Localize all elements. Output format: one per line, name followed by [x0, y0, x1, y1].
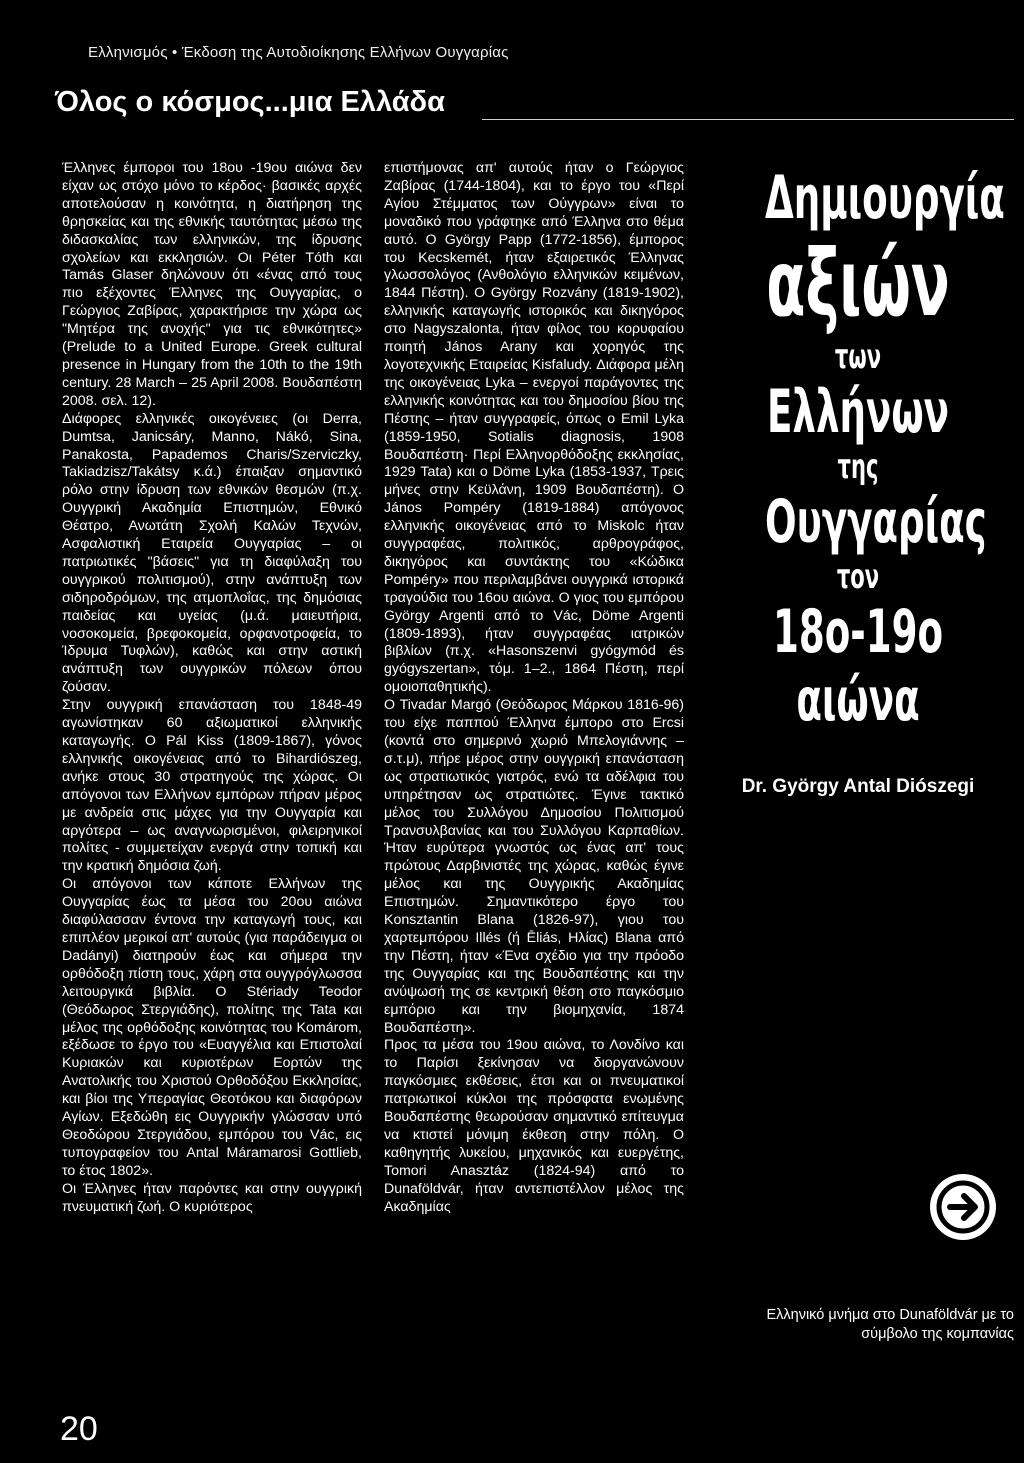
- author-name: Dr. György Antal Diószegi: [741, 776, 975, 797]
- paragraph: Στην ουγγρική επανάσταση του 1848-49 αγωνίστηκαν 60 αξιωματικοί ελληνικής καταγωγής. Ο Pál Kiss (1809-1867), γόνος ελληνικής οικογένειας από το Bihardiószeg, ανήκε στους 30 στρατηγούς της χώρας. Οι απόγονοι των Ελλήνων εμπόρων πήραν μέρος με ανδρεία στις μάχες για την Ουγγαρία και αργότερα – ως αναγνωρισμένοι, φιλειρηνικοί πολίτες - συμμετείχαν ενεργά στην τοπική και την κρατική δημόσια ζωή.: [62, 697, 362, 875]
- feature-title-line: της: [837, 447, 879, 487]
- paragraph: Έλληνες έμποροι του 18ου -19ου αιώνα δεν είχαν ως στόχο μόνο το κέρδος· βασικές αρχές αποτελούσαν η κοινότητα, η διατήρηση της θρησκείας και της εθνικής ταυτότητας μέσω της διδασκαλίας των ελληνικών, της ίδρυσης σχολείων και εκκλησιών. Οι Péter Tóth και Tamás Glaser δηλώνουν ότι «ένας από τους πιο εξέχοντες Έλληνες της Ουγγαρίας, ο Γεώργιος Ζαβίρας, χαρακτήρισε την χώρα ως "Μητέρα της ανοχής" για τις εθνικότητες» (Prelude to a United Europe. Greek cultural presence in Hungary from the 10th to the 19th century. 28 March – 25 April 2008. Βουδαπέστη 2008. σελ. 12).: [62, 160, 362, 409]
- paragraph: Προς τα μέσα του 19ου αιώνα, το Λονδίνο και το Παρίσι ξεκίνησαν να διοργανώνουν παγκόσμιες εκθέσεις, έτσι και οι πνευματικοί πατριωτικοί κύκλοι της πρόσφατα ενωμένης Βουδαπέστης θεωρούσαν σημαντικό επίτευγμα να κτιστεί μόνιμη έκθεση στην πόλη. Ο καθηγητής λυκείου, μηχανικός και ευεργέτης, Tomori Anasztáz (1824-94) από το Dunaföldvár, ήταν αντεπιστέλλον μέλος της Ακαδημίας: [384, 1037, 684, 1215]
- feature-title-line: Ουγγαρίας: [765, 487, 987, 557]
- article-column-1: [62, 160, 362, 1216]
- paragraph: Οι Έλληνες ήταν παρόντες και στην ουγγρική πνευματική ζωή. Ο κυριότερος: [62, 1180, 362, 1215]
- paragraph: επιστήμονας απ' αυτούς ήταν ο Γεώργιος Ζαβίρας (1744-1804), και το έργο του «Περί Αγίου Στέμματος των Ούγγρων» είναι το μοναδικό που γράφτηκε από Έλληνα στο θέμα αυτό. Ο György Papp (1772-1856), έμπορος του Kecskemét, ήταν εξαιρετικός Έλληνας γλωσσολόγος (Ανθολόγιο ελληνικών κειμένων, 1844 Πέστη). Ο György Rozvány (1819-1902), ελληνικής καταγωγής ιστορικός και δικηγόρος στο Nagyszalonta, ήταν φίλος του κορυφαίου ποιητή János Arany και χορηγός της λογοτεχνικής Εταιρείας Kisfaludy. Διάφορα μέλη της οικογένειας Lyka – ενεργοί παράγοντες της ελληνικής κοινότητας και του δημοσίου βίου της Πέστης – ήταν συγγραφείς, όπως ο Emil Lyka (1859-1950, Sotialis diagnosis, 1908 Βουδαπέστη· Περί Ελληνορθόδοξης εκκλησίας, 1929 Tata) και ο Döme Lyka (1853-1937, Τρεις μήνες στην Κεϋλάνη, 1909 Βουδαπέστη). Ο János Pompéry (1819-1884) απόγονος ελληνικής οικογένειας από το Miskolc ήταν συγγραφέας, πολιτικός, αρθρογράφος, δικηγόρος και συντάκτης του «Κώδικα Pompéry» που περιλαμβάνει ουγγρικά ιστορικά τραγούδια του 16ου αιώνα. Ο γιος του εμπόρου György Argenti από το Vác, Döme Argenti (1809-1893), ήταν συγγραφέας ιατρικών βιβλίων (π.χ. «Hasonszenvi gyógymód és gyógyszertan», τόμ. 1–2., 1864 Πέστη, περί ομοιοπαθητικής).: [384, 160, 684, 696]
- paragraph: Οι απόγονοι των κάποτε Ελλήνων της Ουγγαρίας έως τα μέσα του 20ου αιώνα διαφύλασσαν έντονα την καταγωγή τους, και επιπλέον μερικοί απ' αυτούς (για παράδειγμα οι Dadányi) διατηρούν έως και σήμερα την ορθόδοξη πίστη τους, χάρη στα ουγγρόγλωσσα λειτουργικά βιβλία. Ο Stériady Teodor (Θεόδωρος Στεργιάδης), πολίτης της Tata και μέλος της ορθόδοξης κοινότητας του Komárom, εξέδωσε το έργο του «Ευαγγέλια και Επιστολαί Κυριακών και κυριοτέρων Εορτών της Ανατολικής του Χριστού Ορθοδόξου Εκκλησίας, και βίοι της Υπεραγίας Θεοτόκου και διαφόρων Αγίων. Εξεδώθη εις Ουγγρικήν γλώσσαν υπό Θεοδώρου Στεργιάδου, εμπόρου του Vác, εις τυπογραφείον του Antal Máramarosi Gottlieb, το έτος 1802».: [62, 876, 362, 1179]
- feature-title-line: Δημιουργία: [765, 163, 1005, 233]
- feature-title-line: των: [834, 337, 882, 377]
- arrow-right-icon: [930, 1174, 996, 1240]
- paragraph: Διάφορες ελληνικές οικογένειες (οι Derra, Dumtsa, Janicsáry, Manno, Nákó, Sina, Panakosta, Papademos Charis/Szerviczky, Takiadzisz/Takátsy κ.ά.) έπαιξαν σημαντικό ρόλο στην ίδρυση των εθνικών θεσμών (π.χ. Ουγγρική Ακαδημία Επιστημών, Εθνικό Θέατρο, Ανωτάτη Σχολή Καλών Τεχνών, Ασφαλιστική Εταιρεία Ουγγαρίας – οι πατριωτικές "βάσεις" για τη διαφύλαξη του ουγγρικού πολιτισμού), στην ανάπτυξη των σιδηροδρόμων, της ατμοπλοΐας, της δημόσιας παιδείας και υγείας (μ.ά. μαιευτήρια, νοσοκομεία, βρεφοκομεία, ορφανοτροφεία, το Ίδρυμα Τυφλών), καθώς και στην αστική ανάπτυξη των ουγγρικών πόλεων όπου ζούσαν.: [62, 410, 362, 696]
- feature-title-line: τον: [836, 557, 880, 597]
- feature-title-line: 18ο-19ο: [772, 597, 944, 667]
- paragraph: Ο Tivadar Margó (Θεόδωρος Μάρκου 1816-96) του είχε παππού Έλληνα έμπορο στο Ercsi (κοντά στο σημερινό χωριό Μπελογιάννης – σ.τ.μ), πήρε μέρος στην ουγγρική επανάσταση ως στρατιωτικός γιατρός, ενώ τα αδέλφια του υπηρέτησαν ως στρατιώτες. Έγινε τακτικό μέλος του Συλλόγου Δημοσίου Πολιτισμού Τρανσυλβανίας και του Συλλόγου Καρπαθίων. Ήταν ευρύτερα γνωστός ως ένας απ' τους πρώτους Δαρβινιστές της χώρας, καθώς έγινε μέλος και της Ουγγρικής Ακαδημίας Επιστημών. Σημαντικότερο έργο του Konsztantin Blana (1826-97), γιου του χαρτεμπόρου Illés (ή Ēliás, Ηλίας) Blana από την Πέστη, ήταν «Ένα σχέδιο για την πρόοδο της Ουγγαρίας και της Βουδαπέστης και την ανύψωσή της σε κεντρική θέση στο παγκόσμιο εμπόριο και την βιομηχανία, 1874 Βουδαπέστη».: [384, 697, 684, 1036]
- title-rule: [482, 119, 1014, 120]
- feature-title: [708, 164, 1008, 734]
- publication-header: Ελληνισμός • Έκδοση της Αυτοδιοίκησης Ελλήνων Ουγγαρίας: [88, 44, 509, 61]
- article-column-2: [384, 160, 684, 1216]
- feature-title-line: αξιών: [766, 230, 950, 337]
- section-title: Όλος ο κόσμος...μια Ελλάδα: [55, 86, 445, 118]
- page-number: 20: [60, 1410, 98, 1448]
- arrow-right-icon[interactable]: [930, 1174, 996, 1240]
- feature-title-line: Ελλήνων: [767, 377, 949, 447]
- feature-title-line: αιώνα: [796, 665, 920, 735]
- image-caption: Ελληνικό μνήμα στο Dunaföldvár με το σύμβολο της κομπανίας: [766, 1307, 1014, 1342]
